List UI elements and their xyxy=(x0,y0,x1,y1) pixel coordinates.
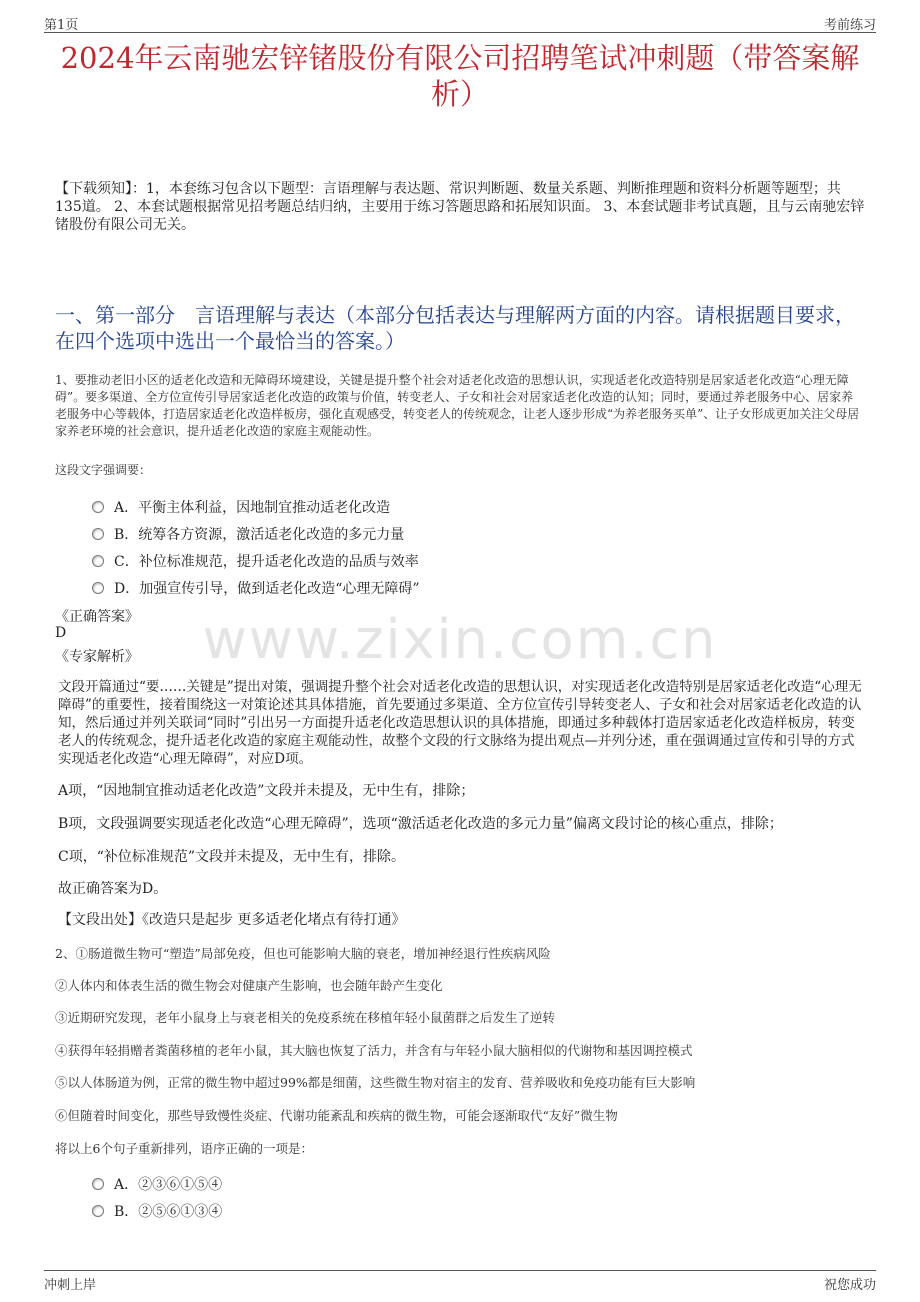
analysis-conclusion: 故正确答案为D。 xyxy=(58,881,168,897)
question-2-sentence-1: 2、①肠道微生物可“塑造”局部免疫，但也可能影响大脑的衰老，增加神经退行性疾病风险 xyxy=(55,946,551,961)
radio-icon[interactable] xyxy=(92,582,104,594)
question-2-sentence-3: ③近期研究发现，老年小鼠身上与衰老相关的免疫系统在移植年轻小鼠菌群之后发生了逆转 xyxy=(55,1010,556,1025)
watermark: www.zixin.com.cn xyxy=(202,608,718,671)
footer-right: 祝您成功 xyxy=(823,1278,876,1293)
radio-icon[interactable] xyxy=(92,528,104,540)
analysis-option-b: B项，文段强调要实现适老化改造“心理无障碍”，选项“激活适老化改造的多元力量”偏离文段讨论的核心重点，排除； xyxy=(58,816,783,832)
radio-icon[interactable] xyxy=(92,501,104,513)
page-footer xyxy=(44,1270,876,1291)
section-heading: 一、第一部分 言语理解与表达（本部分包括表达与理解两方面的内容。请根据题目要求，在四个选项中选出一个最恰当的答案。） xyxy=(55,303,855,353)
document-title: 2024年云南驰宏锌锗股份有限公司招聘笔试冲刺题（带答案解析） xyxy=(60,41,860,111)
header-tag: 考前练习 xyxy=(823,18,876,33)
radio-icon[interactable] xyxy=(92,1205,104,1217)
download-notice: 【下载须知】：1，本套练习包含以下题型：言语理解与表达题、常识判断题、数量关系题、判断推理题和资料分析题等题型；共135道。 2、本套试题根据常见招考题总结归纳，主要用于练习答题思路和拓展知识面。 3、本套试题非考试真题，且与云南驰宏锌锗股份有限公司无关。 xyxy=(55,181,865,233)
option-label: A．平衡主体利益，因地制宜推动适老化改造 xyxy=(114,500,391,516)
analysis-option-a: A项，“因地制宜推动适老化改造”文段并未提及，无中生有，排除； xyxy=(58,783,475,799)
footer-left: 冲刺上岸 xyxy=(44,1278,97,1293)
answer-label: 《正确答案》 xyxy=(55,609,139,625)
radio-icon[interactable] xyxy=(92,1178,104,1190)
expert-analysis: 文段开篇通过“要……关键是”提出对策，强调提升整个社会对适老化改造的思想认识，对实现适老化改造特别是居家适老化改造“心理无障碍”的重要性，接着围绕这一对策论述其具体措施，首先要通过多渠道、全方位宣传引导转变老人、子女和社会对居家适老化改造的认知，然后通过并列关联词“同时”引出另一方面提升适老化改造思想认识的具体措施，即通过多种载体打造居家适老化改造样板房，转变老人的传统观念，提升适老化改造的家庭主观能动性，故整个文段的行文脉络为提出观点—并列分述，重在强调通过宣传和引导的方式实现适老化改造“心理无障碍”，对应D项。 xyxy=(58,679,862,767)
page-header xyxy=(44,12,876,33)
option-label: C．补位标准规范，提升适老化改造的品质与效率 xyxy=(114,554,419,570)
correct-answer: D xyxy=(55,625,67,641)
radio-icon[interactable] xyxy=(92,555,104,567)
question-2-sentence-2: ②人体内和体表生活的微生物会对健康产生影响，也会随年龄产生变化 xyxy=(55,978,443,993)
page-number: 第1页 xyxy=(44,18,79,33)
question-2-sentence-6: ⑥但随着时间变化，那些导致慢性炎症、代谢功能紊乱和疾病的微生物，可能会逐渐取代“友好”微生物 xyxy=(55,1108,618,1123)
option-label: D．加强宣传引导，做到适老化改造“心理无障碍” xyxy=(114,581,420,597)
option-label: A．②③⑥①⑤④ xyxy=(114,1177,223,1193)
option-label: B．统筹各方资源，激活适老化改造的多元力量 xyxy=(114,527,405,543)
question-2-sentence-4: ④获得年轻捐赠者粪菌移植的老年小鼠，其大脑也恢复了活力，并含有与年轻小鼠大脑相似的代谢物和基因调控模式 xyxy=(55,1043,693,1058)
text-source: 【文段出处】《改造只是起步 更多适老化堵点有待打通》 xyxy=(58,912,406,928)
option-label: B．②⑤⑥①③④ xyxy=(114,1204,223,1220)
analysis-label: 《专家解析》 xyxy=(55,649,139,665)
question-1-prompt: 这段文字强调要： xyxy=(55,463,152,477)
question-2-sentence-5: ⑤以人体肠道为例，正常的微生物中超过99%都是细菌，这些微生物对宿主的发育、营养吸收和免疫功能有巨大影响 xyxy=(55,1075,696,1090)
question-1-stem: 1、要推动老旧小区的适老化改造和无障碍环境建设，关键是提升整个社会对适老化改造的思想认识，实现适老化改造特别是居家适老化改造“心理无障碍”。要多渠道、全方位宣传引导居家适老化改造的政策与价值，转变老人、子女和社会对居家适老化改造的认知；同时，要通过养老服务中心、居家养老服务中心等载体，打造居家适老化改造样板房，强化直观感受，转变老人的传统观念，让老人逐步形成“为养老服务买单”、让子女形成更加关注父母居家养老环境的社会意识，提升适老化改造的家庭主观能动性。 xyxy=(55,373,860,438)
analysis-option-c: C项，“补位标准规范”文段并未提及，无中生有，排除。 xyxy=(58,849,406,865)
question-2-prompt: 将以上6个句子重新排列，语序正确的一项是： xyxy=(55,1141,313,1156)
